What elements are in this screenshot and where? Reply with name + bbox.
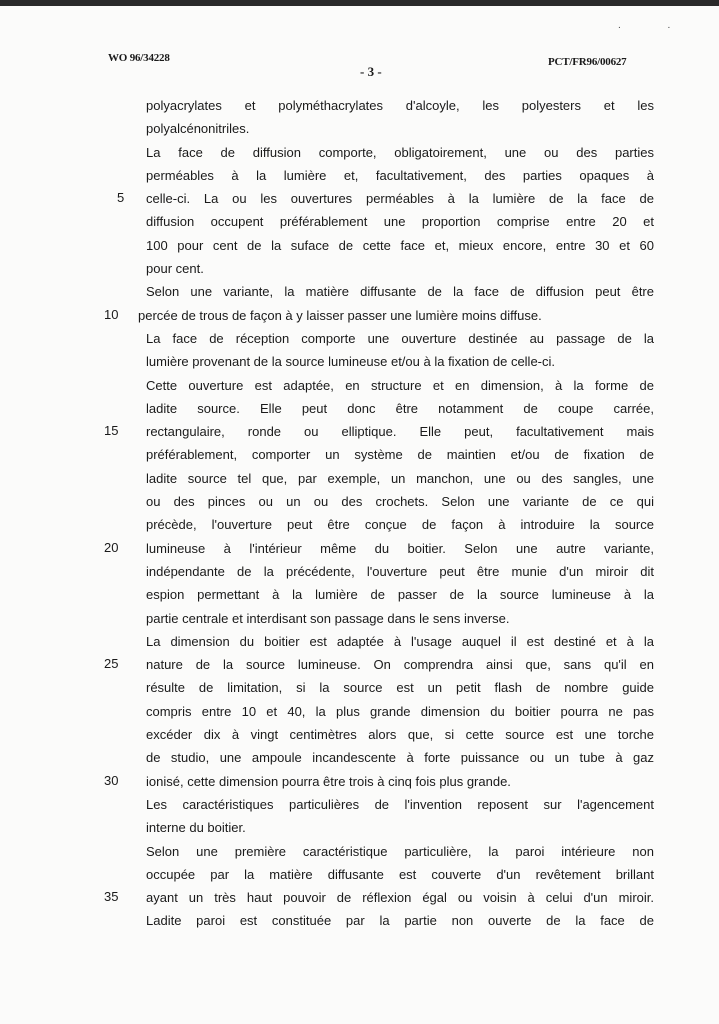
text-line: de studio, une ampoule incandescente à forte puissance ou un tube à gaz xyxy=(146,750,654,766)
line-number: 5 xyxy=(117,190,125,206)
text-line: compris entre 10 et 40, la plus grande dimension du boitier pourra ne pas xyxy=(146,703,654,719)
text-line: La face de réception comporte une ouverture destinée au passage de la xyxy=(146,330,654,346)
text-line: percée de trous de façon à y laisser passer une lumière moins diffuse. xyxy=(138,307,542,323)
text-line: La dimension du boitier est adaptée à l'usage auquel il est destiné et à la xyxy=(146,633,654,649)
text-line: lumineuse à l'intérieur même du boitier. Selon une autre variante, xyxy=(146,540,654,556)
text-line: perméables à la lumière et, facultativement, des parties opaques à xyxy=(146,167,654,183)
text-line: pour cent. xyxy=(146,261,204,277)
line-number: 10 xyxy=(104,306,119,322)
text-line: Selon une variante, la matière diffusante de la face de diffusion peut être xyxy=(146,284,654,300)
text-line: préférablement, comporter un système de maintien et/ou de fixation de xyxy=(146,447,654,463)
line-number: 20 xyxy=(104,539,119,555)
text-line: polyalcénonitriles. xyxy=(146,121,250,137)
line-number: 30 xyxy=(104,772,119,788)
line-number: 35 xyxy=(104,889,119,905)
text-line: excéder dix à vingt centimètres alors que, si cette source est une torche xyxy=(146,727,654,743)
text-line: ayant un très haut pouvoir de réflexion égal ou voisin à celui d'un miroir. xyxy=(146,890,654,906)
text-line: La face de diffusion comporte, obligatoirement, une ou des parties xyxy=(146,144,654,160)
text-line: rectangulaire, ronde ou elliptique. Elle peut, facultativement mais xyxy=(146,424,654,440)
text-line: diffusion occupent préférablement une proportion comprise entre 20 et xyxy=(146,214,654,230)
text-line: ou des pinces ou un ou des crochets. Selon une variante de ce qui xyxy=(146,494,654,510)
text-line: espion permettant à la lumière de passer de la source lumineuse à la xyxy=(146,587,654,603)
line-number: 25 xyxy=(104,656,119,672)
scan-top-edge xyxy=(0,0,719,6)
text-line: précède, l'ouverture peut être conçue de façon à introduire la source xyxy=(146,517,654,533)
text-line: ladite source. Elle peut donc être notamment de coupe carrée, xyxy=(146,400,654,416)
text-line: Les caractéristiques particulières de l'invention reposent sur l'agencement xyxy=(146,796,654,812)
text-line: résulte de limitation, si la source est un petit flash de nombre guide xyxy=(146,680,654,696)
corner-marks: . . xyxy=(618,20,693,31)
line-number: 15 xyxy=(104,423,119,439)
application-number: PCT/FR96/00627 xyxy=(548,56,627,68)
text-line: occupée par la matière diffusante est couverte d'un revêtement brillant xyxy=(146,866,654,882)
publication-number: WO 96/34228 xyxy=(108,52,170,64)
page-number: - 3 - xyxy=(360,64,382,79)
text-line: partie centrale et interdisant son passage dans le sens inverse. xyxy=(146,610,510,626)
text-line: lumière provenant de la source lumineuse et/ou à la fixation de celle-ci. xyxy=(146,354,556,370)
text-line: Selon une première caractéristique particulière, la paroi intérieure non xyxy=(146,843,654,859)
text-line: Ladite paroi est constituée par la partie non ouverte de la face de xyxy=(146,913,654,929)
text-line: ionisé, cette dimension pourra être trois à cinq fois plus grande. xyxy=(146,773,511,789)
text-line: nature de la source lumineuse. On comprendra ainsi que, sans qu'il en xyxy=(146,657,654,673)
text-line: interne du boitier. xyxy=(146,820,246,836)
text-line: ladite source tel que, par exemple, un manchon, une ou des sangles, une xyxy=(146,470,654,486)
text-line: polyacrylates et polyméthacrylates d'alcoyle, les polyesters et les xyxy=(146,98,654,113)
text-line: indépendante de la précédente, l'ouverture peut être munie d'un miroir dit xyxy=(146,563,654,579)
body-text xyxy=(138,94,654,933)
text-line: Cette ouverture est adaptée, en structure et en dimension, à la forme de xyxy=(146,377,654,393)
text-line: celle-ci. La ou les ouvertures perméables à la lumière de la face de xyxy=(146,191,654,207)
text-line: 100 pour cent de la suface de cette face et, mieux encore, entre 30 et 60 xyxy=(146,237,654,253)
